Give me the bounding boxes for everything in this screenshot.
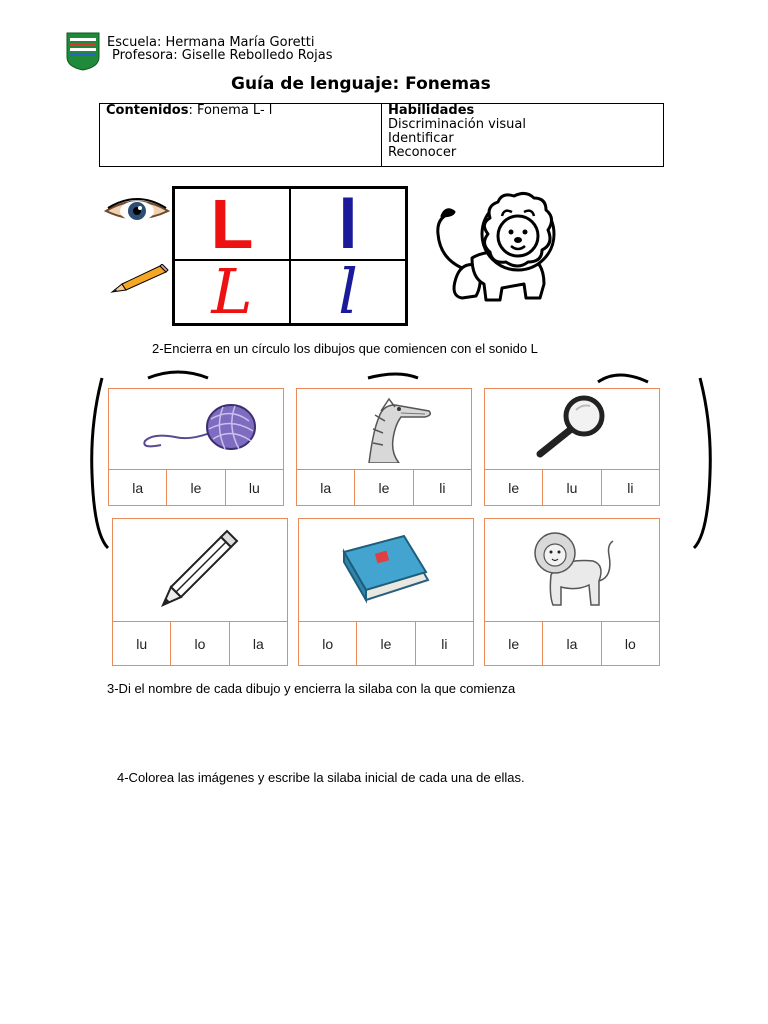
contents-table bbox=[99, 103, 664, 167]
syllable-option[interactable]: li bbox=[441, 635, 448, 652]
syllable-option[interactable]: la bbox=[109, 470, 167, 505]
syllable-option[interactable]: li bbox=[439, 479, 446, 496]
print-upper-cell bbox=[174, 185, 290, 263]
syllable-option[interactable]: lu bbox=[113, 622, 171, 665]
syllable-card bbox=[484, 388, 660, 506]
script-upper-cell bbox=[174, 255, 290, 328]
habilidad-item: Identificar bbox=[388, 131, 454, 146]
card-picture bbox=[485, 519, 659, 622]
contenidos-value: : Fonema L- l bbox=[188, 103, 273, 118]
card-picture bbox=[113, 519, 287, 622]
instruction-3: 3-Di el nombre de cada dibujo y encierra la silaba con la que comienza bbox=[107, 681, 516, 696]
syllable-card bbox=[298, 518, 474, 666]
syllable-option[interactable]: le bbox=[485, 470, 543, 505]
syllable-card bbox=[484, 518, 660, 666]
syllable-card bbox=[296, 388, 472, 506]
magnifying-glass-icon bbox=[522, 392, 622, 466]
pencil-icon bbox=[155, 525, 245, 615]
card-picture bbox=[485, 389, 659, 470]
teacher-name: Profesora: Giselle Rebolledo Rojas bbox=[112, 48, 333, 63]
page-title: Guía de lenguaje: Fonemas bbox=[231, 74, 491, 94]
letter-print-lower: l bbox=[338, 185, 358, 263]
syllable-row bbox=[109, 470, 283, 505]
syllable-option[interactable]: lu bbox=[543, 470, 601, 505]
script-lower-cell bbox=[290, 255, 406, 328]
habilidades-label: Habilidades bbox=[388, 103, 475, 118]
syllable-option[interactable]: le bbox=[357, 622, 415, 665]
habilidad-item: Discriminación visual bbox=[388, 117, 526, 132]
contenidos-cell bbox=[100, 104, 382, 166]
school-logo bbox=[65, 31, 101, 71]
letter-script-upper: L bbox=[211, 255, 253, 328]
card-picture bbox=[297, 389, 471, 470]
syllable-option[interactable]: lu bbox=[248, 479, 260, 496]
letter-print-upper: L bbox=[210, 185, 254, 263]
syllable-option[interactable]: la bbox=[543, 622, 601, 665]
pencil-icon bbox=[108, 264, 170, 296]
habilidad-item: Reconocer bbox=[388, 145, 457, 160]
card-picture bbox=[299, 519, 473, 622]
lion-icon bbox=[527, 525, 617, 615]
syllable-option[interactable]: lo bbox=[171, 622, 229, 665]
syllable-option[interactable]: le bbox=[167, 470, 225, 505]
syllable-option[interactable]: lo bbox=[624, 635, 636, 652]
letters-grid bbox=[172, 186, 408, 326]
instruction-4: 4-Colorea las imágenes y escribe la silaba inicial de cada una de ellas. bbox=[117, 770, 525, 785]
syllable-option[interactable]: lo bbox=[299, 622, 357, 665]
letter-script-lower: l bbox=[338, 255, 358, 328]
card-picture bbox=[109, 389, 283, 470]
syllable-option[interactable]: la bbox=[297, 470, 355, 505]
syllable-option[interactable]: le bbox=[355, 470, 413, 505]
syllable-row bbox=[299, 622, 473, 665]
eye-icon bbox=[104, 196, 170, 226]
syllable-option[interactable]: li bbox=[627, 479, 634, 496]
yarn-ball-icon bbox=[131, 397, 261, 461]
syllable-card bbox=[108, 388, 284, 506]
habilidades-cell bbox=[382, 104, 532, 166]
cartoon-lion-icon bbox=[432, 188, 564, 308]
book-icon bbox=[336, 528, 436, 612]
syllable-row bbox=[485, 622, 659, 665]
syllable-option[interactable]: la bbox=[252, 635, 264, 652]
syllable-row bbox=[297, 470, 471, 505]
instruction-2: 2-Encierra en un círculo los dibujos que comiencen con el sonido L bbox=[152, 341, 538, 356]
contenidos-label: Contenidos bbox=[106, 103, 189, 118]
school-name: Escuela: Hermana María Goretti bbox=[107, 35, 315, 50]
syllable-row bbox=[485, 470, 659, 505]
syllable-option[interactable]: le bbox=[485, 622, 543, 665]
crocodile-icon bbox=[329, 391, 439, 467]
print-lower-cell bbox=[290, 185, 406, 263]
syllable-row bbox=[113, 622, 287, 665]
syllable-card bbox=[112, 518, 288, 666]
